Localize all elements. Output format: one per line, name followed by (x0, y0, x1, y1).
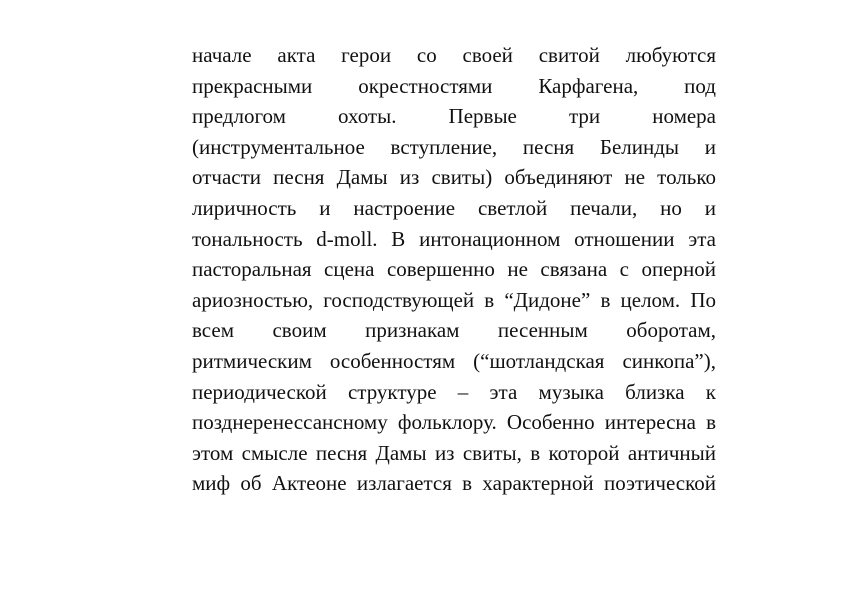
text-line: предлогом охоты. Первые три номера (192, 104, 716, 129)
text-line: лиричность и настроение светлой печали, но и (192, 195, 716, 220)
text-line: тональность d-moll. В интонационном отношении эта (192, 226, 716, 251)
text-line: отчасти песня Дамы из свиты) объединяют не только (192, 165, 716, 190)
text-line: позднеренессансному фольклору. Особенно интересна в (192, 410, 716, 435)
body-text (192, 40, 716, 499)
text-line: этом смысле песня Дамы из свиты, в которой античный (192, 440, 716, 465)
text-line: ритмическим особенностям (“шотландская синкопа”), (192, 348, 716, 373)
text-line: пасторальная сцена совершенно не связана с оперной (192, 257, 716, 282)
text-line: всем своим признакам песенным оборотам, (192, 318, 716, 343)
text-line: ариозностью, господствующей в “Дидоне” в целом. По (192, 287, 716, 312)
text-line: периодической структуре – эта музыка близка к (192, 379, 716, 404)
text-line: миф об Актеоне излагается в характерной поэтической (192, 471, 716, 496)
text-line: (инструментальное вступление, песня Белинды и (192, 134, 716, 159)
text-line: прекрасными окрестностями Карфагена, под (192, 73, 716, 98)
text-line: начале акта герои со своей свитой любуются (192, 43, 716, 67)
